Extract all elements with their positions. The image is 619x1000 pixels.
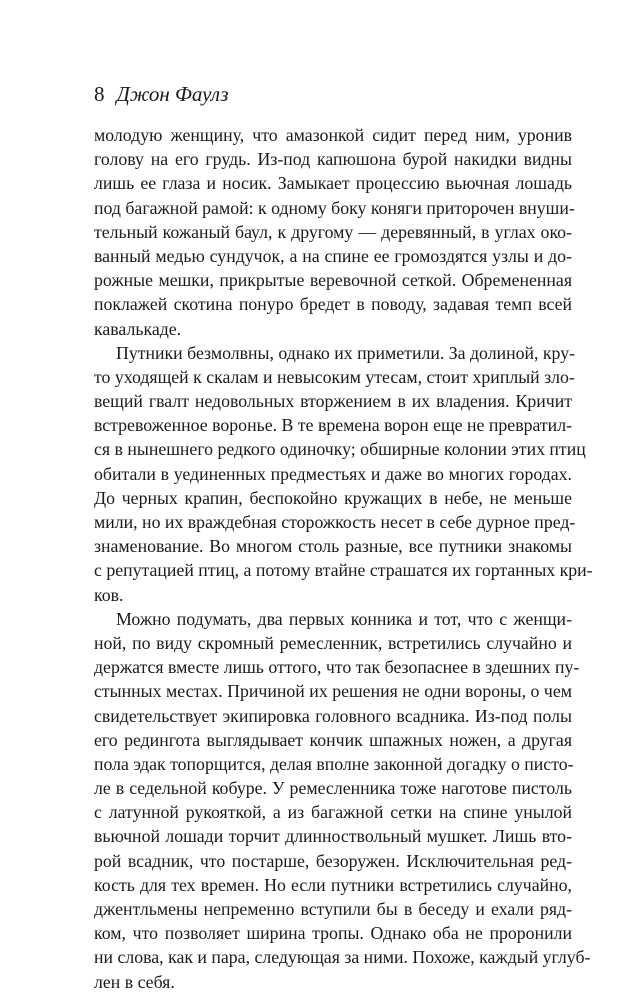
text-line: то уходящей к скалам и невысоким утесам, стоит хриплый зло- (94, 366, 575, 387)
text-line: голову на его грудь. Из-под капюшона бурой накидки видны (94, 149, 572, 170)
text-line: поклажей скотина понуро бредет в поводу, задавая темп всей (94, 294, 572, 315)
paragraph (94, 607, 591, 994)
text-line: его редингота выглядывает кончик шпажных ножен, а другая (94, 729, 572, 750)
text-line: тельный кожаный баул, к другому — деревянный, в углах око- (94, 221, 572, 242)
text-line: ванный медью сундучок, а на спине ее громоздятся узлы и до- (94, 245, 572, 266)
text-line: молодую женщину, что амазонкой сидит перед ним, уронив (94, 125, 572, 145)
text-line: лишь ее глаза и носик. Замыкает процессию вьючная лошадь (94, 173, 572, 194)
text-line: кость для тех времен. Но если путники встретились случайно, (94, 874, 572, 895)
page-number: 8 (94, 82, 105, 106)
text-line: знаменование. Во многом столь разные, все путники знакомы (94, 536, 572, 557)
paragraph (94, 123, 575, 341)
text-line: обитали в уединенных предместьях и даже во многих городах. (94, 463, 572, 484)
text-line: ков. (94, 584, 124, 605)
text-line: рой всадник, что постарше, безоружен. Исключительная ред- (94, 850, 572, 871)
text-line: держатся вместе лишь оттого, что так безопаснее в здешних пу- (94, 657, 580, 678)
text-line: под багажной рамой: к одному боку коняги приторочен внуши- (94, 197, 575, 218)
text-line: рожные мешки, прикрытые веревочной сеткой. Обремененная (94, 270, 572, 291)
paragraph (94, 341, 593, 607)
text-line: ся в нынешнего редкого одиночку; обширные колонии этих птиц (94, 439, 586, 460)
text-line: Можно подумать, два первых конника и тот, что с женщи- (116, 608, 572, 629)
text-line: ле в седельной кобуре. У ремесленника тоже наготове пистоль (94, 778, 572, 799)
text-line: стынных местах. Причиной их решения не одни вороны, о чем (94, 681, 572, 702)
text-line: ной, по виду скромный ремесленник, встретились случайно и (94, 632, 572, 653)
author-name: Джон Фаулз (116, 82, 229, 106)
body-text (94, 123, 593, 994)
text-line: джентльмены непременно вступили бы в беседу и ехали ряд- (94, 899, 572, 919)
text-line: встревоженное воронье. В те времена ворон еще не превратил- (94, 415, 572, 436)
text-line: ком, что позволяет ширина тропы. Однако оба не проронили (94, 923, 572, 944)
text-line: пола эдак топорщится, делая вполне законной догадку о писто- (94, 753, 574, 774)
text-line: свидетельствует экипировка головного всадника. Из-под полы (94, 705, 572, 726)
text-line: До черных крапин, беспокойно кружащих в небе, не меньше (94, 487, 572, 508)
text-line: с латунной рукояткой, а из багажной сетки на спине унылой (94, 802, 572, 823)
text-line: лен в себя. (94, 971, 175, 992)
text-line: вещий гвалт недовольных вторжением в их владения. Кричит (94, 391, 572, 412)
running-head (94, 80, 229, 108)
text-line: Путники безмолвны, однако их приметили. За долиной, кру- (116, 342, 576, 363)
text-line: с репутацией птиц, а потому втайне страшатся их гортанных кри- (94, 560, 593, 581)
text-line: кавалькаде. (94, 318, 182, 339)
text-line: вьючной лошади торчит длинноствольный мушкет. Лишь вто- (94, 826, 572, 847)
text-line: ни слова, как и пара, следующая за ними. Похоже, каждый углуб- (94, 947, 591, 968)
text-line: мили, но их враждебная сторожкость несет в себе дурное пред- (94, 512, 576, 532)
